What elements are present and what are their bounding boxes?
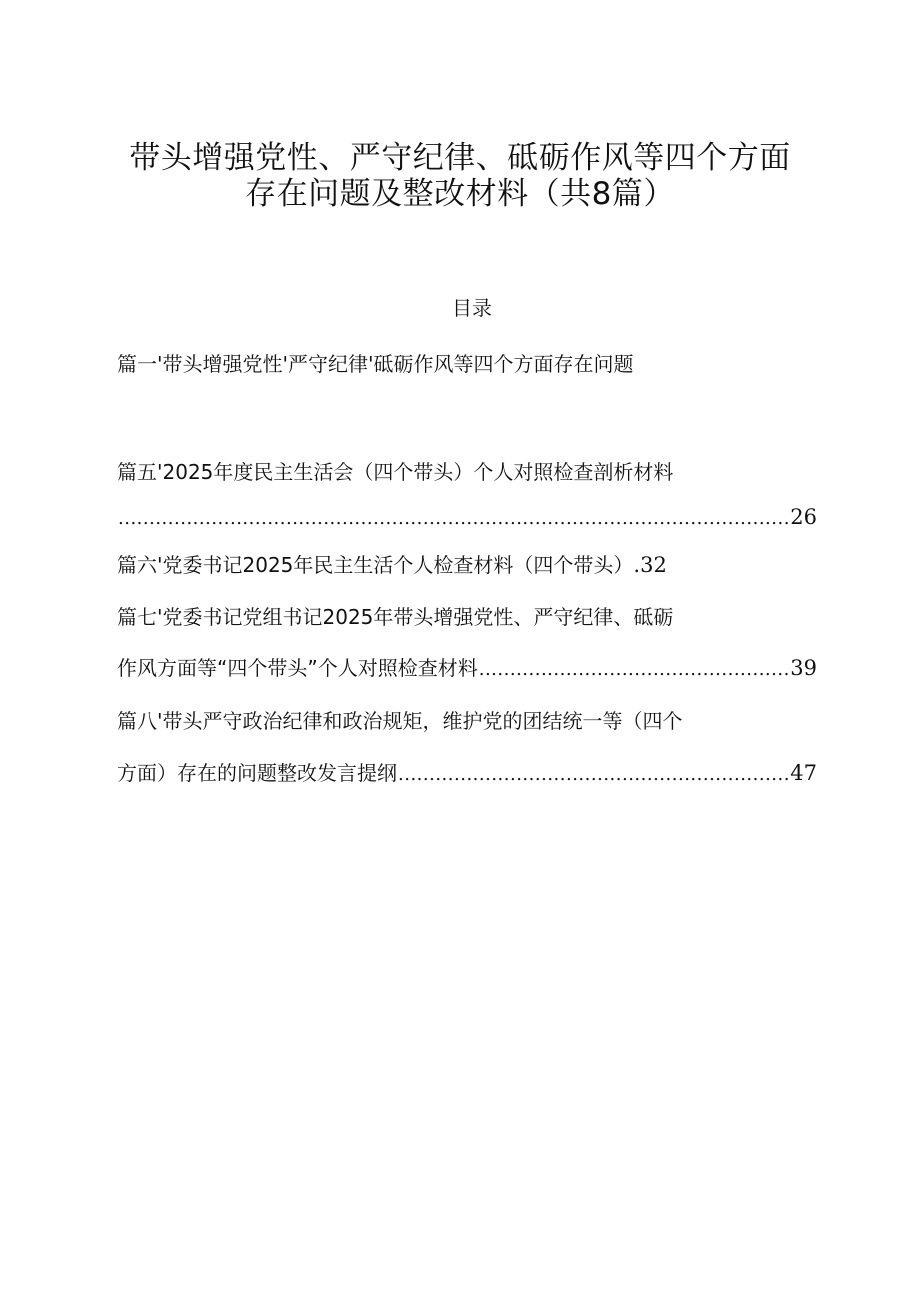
toc-entry-5-title-line-2: 方面）存在的问题整改发言提纲 — [117, 761, 397, 785]
toc-entry-4-title-line-2: 作风方面等“四个带头”个人对照检查材料 — [117, 656, 478, 680]
toc-entry-5-continued[interactable] — [117, 759, 817, 789]
toc-entry-3-page: .32 — [633, 553, 667, 577]
toc-entry-4[interactable] — [117, 603, 817, 631]
toc-entry-2-page: 26 — [790, 505, 817, 529]
toc-entry-1[interactable] — [117, 350, 817, 378]
toc-entry-3-title: 篇六'党委书记2025年民主生活个人检查材料（四个带头） — [117, 553, 634, 577]
toc-entry-1-title: 篇一'带头增强党性'严守纪律'砥砺作风等四个方面存在问题 — [117, 352, 634, 376]
toc-entry-4-page: 39 — [790, 656, 817, 680]
toc-entry-5-page: 47 — [790, 761, 817, 785]
toc-entry-5[interactable] — [117, 707, 817, 735]
toc-leader-dots — [118, 505, 789, 533]
toc-entry-2[interactable] — [117, 458, 817, 486]
toc-entry-2-title: 篇五'2025年度民主生活会（四个带头）个人对照检查剖析材料 — [117, 460, 674, 484]
toc-heading: 目录 — [452, 296, 492, 320]
toc-leader-dots — [479, 656, 790, 684]
toc-entry-2-leader[interactable] — [117, 503, 817, 533]
toc-leader-dots — [398, 761, 789, 789]
document-title-line-1: 带头增强党性、严守纪律、砥砺作风等四个方面 — [129, 140, 791, 176]
toc-entry-3[interactable] — [117, 551, 817, 579]
toc-entry-5-title-line-1: 篇八'带头严守政治纪律和政治规矩，维护党的团结统一等（四个 — [117, 709, 683, 733]
toc-entry-4-continued[interactable] — [117, 654, 817, 684]
document-title-line-2: 存在问题及整改材料（共8篇） — [245, 176, 675, 212]
toc-entry-4-title-line-1: 篇七'党委书记党组书记2025年带头增强党性、严守纪律、砥砺 — [117, 605, 674, 629]
